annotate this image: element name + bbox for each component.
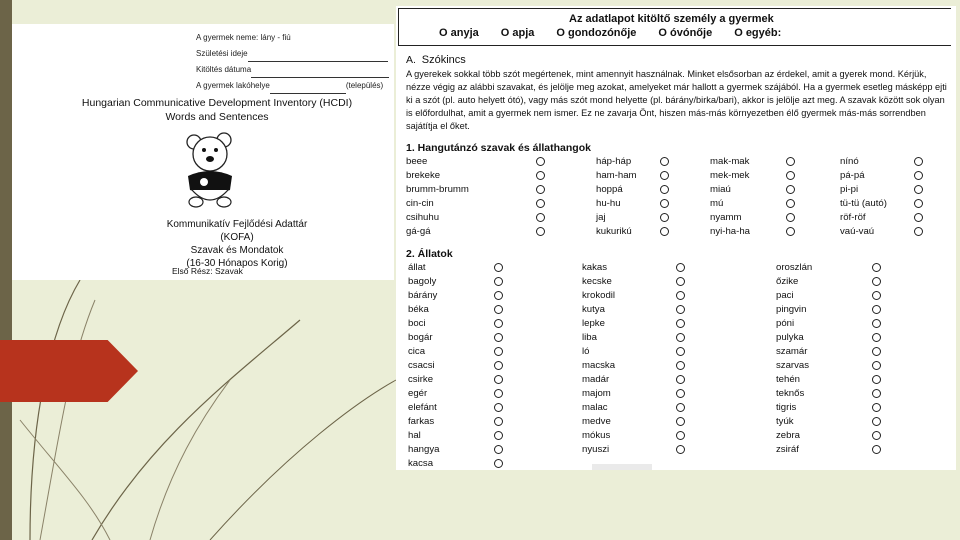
word-item: [776, 374, 884, 388]
checkbox-circle[interactable]: [494, 417, 503, 426]
word-item: [582, 430, 688, 444]
checkbox-circle[interactable]: [494, 403, 503, 412]
word-label: krokodil: [582, 290, 616, 301]
word-label: brekeke: [406, 170, 441, 181]
checkbox-circle[interactable]: [536, 227, 545, 236]
checkbox-circle[interactable]: [676, 417, 685, 426]
word-item: [406, 226, 548, 240]
sub1-columns-column: [596, 156, 672, 240]
checkbox-circle[interactable]: [872, 347, 881, 356]
respondent-box: [398, 8, 951, 46]
word-item: [840, 212, 926, 226]
word-label: liba: [582, 332, 597, 343]
checkbox-circle[interactable]: [676, 277, 685, 286]
word-label: csacsi: [408, 360, 435, 371]
checkbox-circle[interactable]: [872, 403, 881, 412]
word-item: [408, 374, 506, 388]
checkbox-circle[interactable]: [536, 199, 545, 208]
checkbox-circle[interactable]: [494, 459, 503, 468]
cover-fields: [196, 30, 389, 94]
option-mother: O anyja: [439, 27, 479, 39]
checkbox-circle[interactable]: [914, 185, 923, 194]
sub1-columns-column: [710, 156, 798, 240]
word-label: pulyka: [776, 332, 804, 343]
word-item: [406, 212, 548, 226]
word-item: [582, 388, 688, 402]
word-item: [596, 170, 672, 184]
word-label: állat: [408, 262, 426, 273]
word-label: gá-gá: [406, 226, 431, 237]
word-label: kacsa: [408, 458, 434, 469]
checkbox-circle[interactable]: [676, 291, 685, 300]
word-label: pingvin: [776, 304, 807, 315]
respondent-options: [439, 27, 781, 39]
word-item: [408, 290, 506, 304]
word-label: szamár: [776, 346, 808, 357]
word-item: [710, 226, 798, 240]
field-fill-date: Kitöltés dátuma: [196, 62, 389, 78]
word-label: teknős: [776, 388, 805, 399]
word-label: jaj: [596, 212, 606, 223]
word-label: nyuszi: [582, 444, 610, 455]
word-label: tehén: [776, 374, 801, 385]
checkbox-circle[interactable]: [676, 403, 685, 412]
checkbox-circle[interactable]: [872, 375, 881, 384]
word-label: kakas: [582, 262, 608, 273]
checkbox-circle[interactable]: [872, 361, 881, 370]
word-item: [776, 332, 884, 346]
checkbox-circle[interactable]: [676, 319, 685, 328]
checkbox-circle[interactable]: [676, 263, 685, 272]
word-item: [408, 458, 506, 470]
field-sex: A gyermek neme: lány - fiú: [196, 33, 291, 42]
word-item: [840, 156, 926, 170]
word-label: szarvas: [776, 360, 810, 371]
word-item: [776, 388, 884, 402]
word-label: bogár: [408, 332, 433, 343]
field-residence: A gyermek lakóhelye (település): [196, 78, 389, 94]
word-label: madár: [582, 374, 610, 385]
checkbox-circle[interactable]: [494, 263, 503, 272]
checkbox-circle[interactable]: [786, 157, 795, 166]
checkbox-circle[interactable]: [494, 333, 503, 342]
word-item: [408, 444, 506, 458]
word-label: mak-mak: [710, 156, 750, 167]
word-item: [776, 402, 884, 416]
checkbox-circle[interactable]: [494, 431, 503, 440]
word-item: [408, 318, 506, 332]
word-item: [406, 198, 548, 212]
checkbox-circle[interactable]: [676, 431, 685, 440]
checkbox-circle[interactable]: [660, 157, 669, 166]
scan-edge-mark: [592, 464, 652, 470]
checkbox-circle[interactable]: [914, 171, 923, 180]
word-label: béka: [408, 304, 429, 315]
word-item: [582, 276, 688, 290]
word-label: vaú-vaú: [840, 226, 875, 237]
word-item: [408, 262, 506, 276]
word-label: tigris: [776, 402, 797, 413]
word-item: [776, 416, 884, 430]
sub1-columns-column: [840, 156, 926, 240]
checkbox-circle[interactable]: [536, 157, 545, 166]
word-item: [582, 444, 688, 458]
word-label: miaú: [710, 184, 731, 195]
word-item: [596, 156, 672, 170]
checkbox-circle[interactable]: [676, 333, 685, 342]
checkbox-circle[interactable]: [676, 445, 685, 454]
word-item: [840, 226, 926, 240]
word-label: csihuhu: [406, 212, 440, 223]
field-birth-date: Születési ideje: [196, 46, 389, 62]
word-label: malac: [582, 402, 608, 413]
word-item: [840, 198, 926, 212]
word-item: [408, 276, 506, 290]
checkbox-circle[interactable]: [914, 199, 923, 208]
word-label: brumm-brumm: [406, 184, 469, 195]
word-item: [406, 170, 548, 184]
word-label: lepke: [582, 318, 605, 329]
word-item: [840, 184, 926, 198]
checkbox-circle[interactable]: [494, 305, 503, 314]
word-label: ham-ham: [596, 170, 637, 181]
word-item: [776, 276, 884, 290]
word-item: [776, 360, 884, 374]
word-label: medve: [582, 416, 611, 427]
word-label: őzike: [776, 276, 799, 287]
word-item: [776, 444, 884, 458]
option-caregiver: O gondozónője: [556, 27, 637, 39]
word-label: hu-hu: [596, 198, 621, 209]
word-label: elefánt: [408, 402, 437, 413]
word-label: nyamm: [710, 212, 742, 223]
instructions-text: A gyerekek sokkal több szót megértenek, mint amennyit használnak. Minket elsősorban az érdekel, amit a gyerek mond. Kérjük, nézze végig az alábbi szavakat, és jelölje meg azokat, amelyeket már hallott a gyermek szájából. Ha a gyermek esetleg másképp ejti ki a szót (pl. auto helyett ótó), vagy más szót mond helyette (pl. bárány/birka/bari), akkor is jelölje azt meg. A szavak között sok olyan is előfordulhat, amit a gyermek nem ismer. Ez ne zavarja Önt, hiszen más-más környezetben élő gyermek más-más sorrendben sajátítja el őket.: [406, 69, 947, 131]
word-label: hal: [408, 430, 421, 441]
checkbox-circle[interactable]: [494, 291, 503, 300]
word-item: [406, 156, 548, 170]
hungarian-title: Kommunikatív Fejlődési Adattár (KOFA) Szavak és Mondatok (16-30 Hónapos Korig): [166, 219, 308, 269]
checkbox-circle[interactable]: [872, 445, 881, 454]
word-item: [776, 346, 884, 360]
checkbox-circle[interactable]: [494, 361, 503, 370]
checkbox-circle[interactable]: [494, 445, 503, 454]
word-label: pá-pá: [840, 170, 865, 181]
checkbox-circle[interactable]: [536, 185, 545, 194]
word-label: bagoly: [408, 276, 437, 287]
word-label: tü-tü (autó): [840, 198, 887, 209]
word-label: csirke: [408, 374, 434, 385]
checkbox-circle[interactable]: [660, 227, 669, 236]
word-label: póni: [776, 318, 795, 329]
word-item: [582, 416, 688, 430]
checkbox-circle[interactable]: [872, 305, 881, 314]
word-label: háp-háp: [596, 156, 632, 167]
subsection-2-heading: 2. Állatok: [406, 248, 453, 260]
word-item: [582, 374, 688, 388]
checkbox-circle[interactable]: [914, 227, 923, 236]
checkbox-circle[interactable]: [786, 171, 795, 180]
word-item: [408, 360, 506, 374]
word-item: [582, 304, 688, 318]
word-item: [582, 360, 688, 374]
option-father: O apja: [500, 27, 535, 39]
word-label: zsiráf: [776, 444, 799, 455]
word-label: beee: [406, 156, 428, 167]
word-item: [406, 184, 548, 198]
word-item: [582, 402, 688, 416]
word-item: [582, 346, 688, 360]
checkbox-circle[interactable]: [660, 171, 669, 180]
word-label: majom: [582, 388, 611, 399]
checkbox-circle[interactable]: [536, 213, 545, 222]
word-item: [596, 212, 672, 226]
sub2-columns-column: [408, 262, 506, 470]
subsection-1-heading: 1. Hangutánzó szavak és állathangok: [406, 142, 591, 154]
word-item: [710, 184, 798, 198]
option-other: O egyéb:: [734, 27, 782, 39]
checkbox-circle[interactable]: [494, 389, 503, 398]
checkbox-circle[interactable]: [494, 319, 503, 328]
checkbox-circle[interactable]: [494, 375, 503, 384]
word-label: egér: [408, 388, 428, 399]
checkbox-circle[interactable]: [660, 213, 669, 222]
word-item: [408, 346, 506, 360]
word-item: [408, 332, 506, 346]
vocabulary-form-scan: [396, 6, 956, 470]
checkbox-circle[interactable]: [872, 389, 881, 398]
sub2-columns-column: [582, 262, 688, 458]
cover-page-scan: [12, 24, 394, 280]
checkbox-circle[interactable]: [872, 333, 881, 342]
checkbox-circle[interactable]: [786, 227, 795, 236]
word-label: ló: [582, 346, 590, 357]
word-label: hoppá: [596, 184, 623, 195]
word-item: [582, 318, 688, 332]
checkbox-circle[interactable]: [676, 375, 685, 384]
word-label: oroszlán: [776, 262, 813, 273]
checkbox-circle[interactable]: [872, 291, 881, 300]
word-label: farkas: [408, 416, 435, 427]
word-label: röf-röf: [840, 212, 866, 223]
word-item: [596, 184, 672, 198]
word-item: [408, 304, 506, 318]
word-item: [408, 402, 506, 416]
checkbox-circle[interactable]: [872, 417, 881, 426]
checkbox-circle[interactable]: [676, 389, 685, 398]
word-label: mókus: [582, 430, 611, 441]
form-title: Az adatlapot kitöltő személy a gyermek: [569, 13, 774, 25]
word-item: [408, 430, 506, 444]
checkbox-circle[interactable]: [536, 171, 545, 180]
word-label: kutya: [582, 304, 605, 315]
word-label: mú: [710, 198, 724, 209]
word-item: [776, 430, 884, 444]
checkbox-circle[interactable]: [660, 185, 669, 194]
checkbox-circle[interactable]: [872, 263, 881, 272]
word-item: [582, 290, 688, 304]
word-item: [596, 226, 672, 240]
word-item: [408, 416, 506, 430]
word-item: [776, 318, 884, 332]
checkbox-circle[interactable]: [914, 157, 923, 166]
sub2-columns-column: [776, 262, 884, 458]
word-label: kukurikú: [596, 226, 632, 237]
word-label: pi-pi: [840, 184, 859, 195]
checkbox-circle[interactable]: [494, 277, 503, 286]
word-label: cica: [408, 346, 426, 357]
word-item: [596, 198, 672, 212]
option-kindergarten-teacher: O óvónője: [658, 27, 713, 39]
word-label: paci: [776, 290, 794, 301]
word-item: [710, 212, 798, 226]
word-item: [582, 332, 688, 346]
checkbox-circle[interactable]: [786, 185, 795, 194]
word-item: [776, 290, 884, 304]
word-label: hangya: [408, 444, 440, 455]
sub1-columns-column: [406, 156, 548, 240]
word-label: zebra: [776, 430, 800, 441]
word-label: bárány: [408, 290, 438, 301]
checkbox-circle[interactable]: [676, 347, 685, 356]
word-item: [582, 262, 688, 276]
checkbox-circle[interactable]: [786, 213, 795, 222]
word-item: [710, 170, 798, 184]
word-item: [776, 262, 884, 276]
word-label: macska: [582, 360, 616, 371]
checkbox-circle[interactable]: [676, 305, 685, 314]
word-label: mek-mek: [710, 170, 750, 181]
word-label: boci: [408, 318, 426, 329]
checkbox-circle[interactable]: [660, 199, 669, 208]
word-item: [840, 170, 926, 184]
part-label: Első Rész: Szavak: [172, 266, 243, 276]
checkbox-circle[interactable]: [494, 347, 503, 356]
section-a-heading: A. Szókincs: [406, 54, 466, 66]
word-item: [408, 388, 506, 402]
word-label: cin-cin: [406, 198, 434, 209]
word-item: [776, 304, 884, 318]
checkbox-circle[interactable]: [872, 277, 881, 286]
checkbox-circle[interactable]: [872, 319, 881, 328]
word-item: [710, 156, 798, 170]
word-label: kecske: [582, 276, 612, 287]
word-label: tyúk: [776, 416, 794, 427]
word-label: nínó: [840, 156, 859, 167]
checkbox-circle[interactable]: [786, 199, 795, 208]
checkbox-circle[interactable]: [676, 361, 685, 370]
teddy-bear-illustration: [180, 128, 240, 210]
checkbox-circle[interactable]: [914, 213, 923, 222]
english-title: Hungarian Communicative Development Inventory (HCDI) Words and Sentences: [81, 97, 353, 123]
word-label: nyi-ha-ha: [710, 226, 750, 237]
checkbox-circle[interactable]: [872, 431, 881, 440]
word-item: [710, 198, 798, 212]
